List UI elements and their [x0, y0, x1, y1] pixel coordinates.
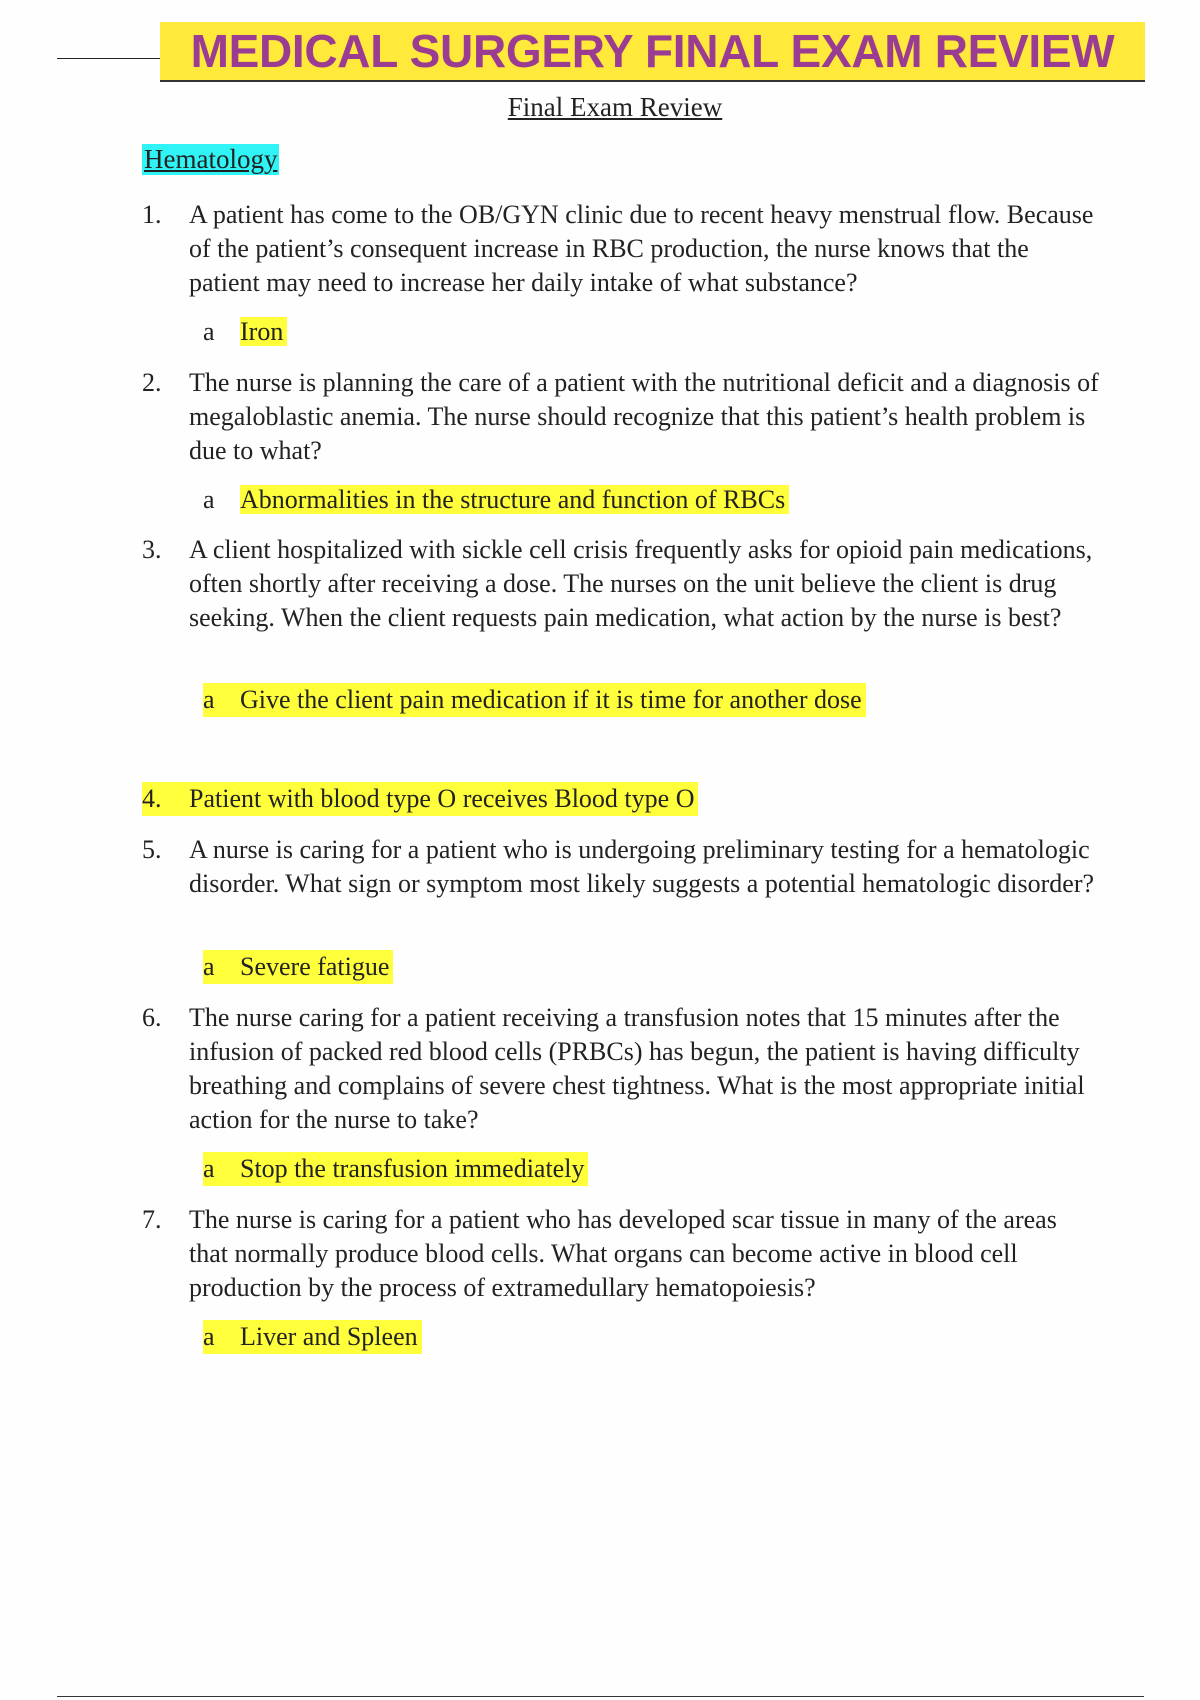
answer-text: Iron	[240, 317, 287, 346]
question-text: The nurse is planning the care of a patient with the nutritional deficit and a diagnosis of megaloblastic anemia. The nurse should recognize that this patient’s health problem is due to what?	[189, 368, 1099, 465]
answer-1	[203, 315, 287, 349]
question-text: A patient has come to the OB/GYN clinic due to recent heavy menstrual flow. Because of the patient’s consequent increase in RBC production, the nurse knows that the patient may need to increase her daily intake of what substance?	[189, 200, 1094, 297]
answer-7	[203, 1320, 422, 1354]
question-text: The nurse caring for a patient receiving a transfusion notes that 15 minutes after the infusion of packed red blood cells (PRBCs) has begun, the patient is having difficulty breathing and complains of severe chest tightness. What is the most appropriate initial action for the nurse to take?	[189, 1003, 1085, 1134]
answer-letter: a	[203, 685, 215, 714]
answer-2	[203, 483, 789, 517]
answer-letter: a	[203, 1154, 215, 1183]
question-number: 3.	[142, 535, 162, 564]
question-number: 4.	[142, 784, 162, 813]
question-text: A client hospitalized with sickle cell crisis frequently asks for opioid pain medications, often shortly after receiving a dose. The nurses on the unit believe the client is drug seeking. When the client requests pain medication, what action by the nurse is best?	[189, 535, 1093, 632]
answer-text: Liver and Spleen	[240, 1322, 418, 1351]
answer-6	[203, 1152, 588, 1186]
question-number: 5.	[142, 835, 162, 864]
section-heading-hematology: Hematology	[144, 144, 278, 174]
document-title: MEDICAL SURGERY FINAL EXAM REVIEW	[190, 25, 1115, 77]
question-text: Patient with blood type O receives Blood type O	[189, 784, 695, 813]
answer-letter: a	[203, 317, 215, 346]
question-5	[142, 833, 1102, 901]
bottom-rule	[57, 1696, 1144, 1697]
question-text: A nurse is caring for a patient who is undergoing preliminary testing for a hematologic disorder. What sign or symptom most likely suggests a potential hematologic disorder?	[189, 835, 1095, 898]
question-1	[142, 198, 1102, 300]
answer-text: Give the client pain medication if it is time for another dose	[240, 685, 862, 714]
answer-letter: a	[203, 485, 215, 514]
answer-3	[203, 683, 866, 717]
question-number: 2.	[142, 368, 162, 397]
question-number: 6.	[142, 1003, 162, 1032]
top-rule	[57, 58, 162, 59]
question-text: The nurse is caring for a patient who has developed scar tissue in many of the areas that normally produce blood cells. What organs can become active in blood cell production by the process of extramedullary hematopoiesis?	[189, 1205, 1057, 1302]
question-number: 7.	[142, 1205, 162, 1234]
answer-text: Abnormalities in the structure and function of RBCs	[240, 485, 789, 514]
question-2	[142, 366, 1102, 468]
question-4	[142, 782, 698, 816]
answer-5	[203, 950, 393, 984]
question-7	[142, 1203, 1102, 1305]
answer-letter: a	[203, 952, 215, 981]
question-6	[142, 1001, 1102, 1137]
question-3	[142, 533, 1102, 635]
answer-letter: a	[203, 1322, 215, 1351]
answer-text: Stop the transfusion immediately	[240, 1154, 585, 1183]
question-number: 1.	[142, 200, 162, 229]
document-subtitle: Final Exam Review	[507, 92, 723, 122]
answer-text: Severe fatigue	[240, 952, 390, 981]
